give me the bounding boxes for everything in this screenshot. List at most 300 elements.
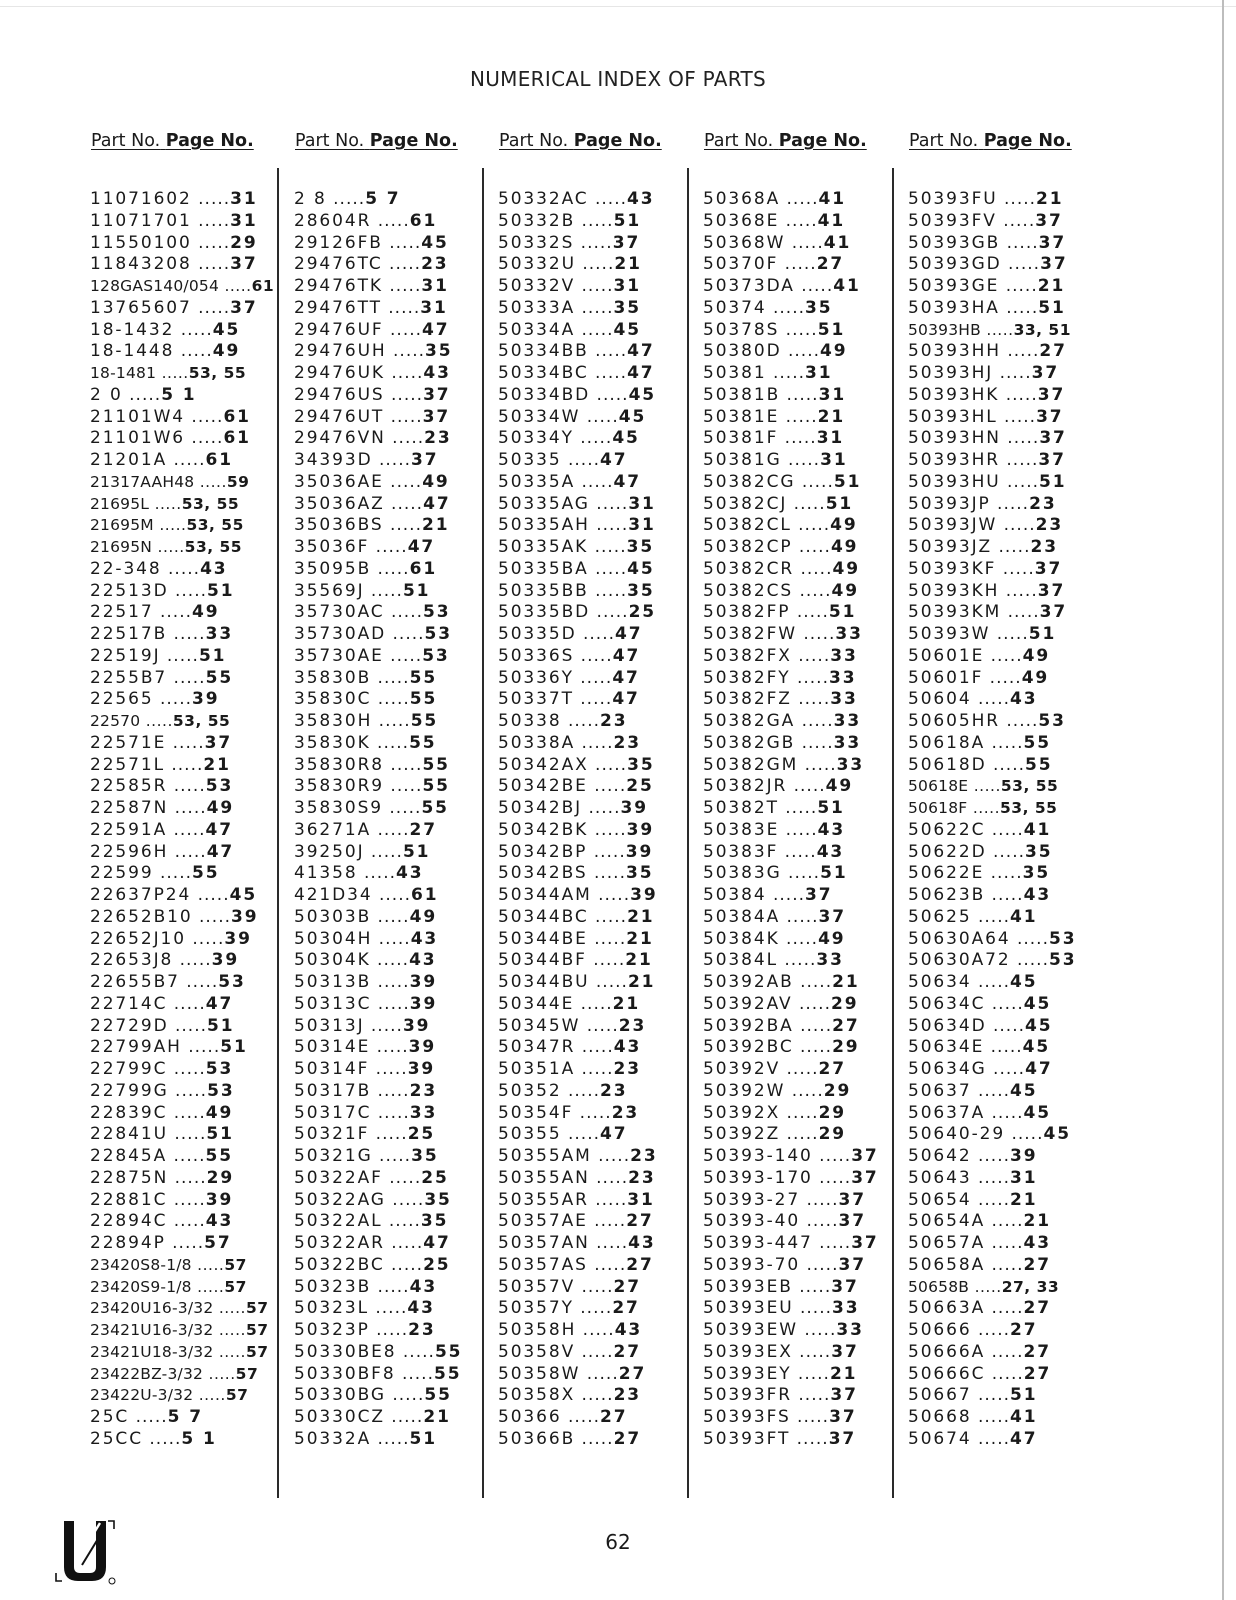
part-number: 23420S9-1/8 bbox=[90, 1277, 192, 1296]
page-reference: 23 bbox=[628, 1167, 656, 1188]
index-entry bbox=[498, 646, 698, 668]
index-entry bbox=[908, 776, 1108, 798]
index-entry bbox=[908, 1190, 1108, 1212]
index-entry bbox=[498, 1342, 698, 1364]
part-number: 50382FP bbox=[703, 602, 791, 623]
index-entry bbox=[908, 450, 1108, 472]
part-number: 50342BJ bbox=[498, 798, 583, 818]
leader-dots: ..... bbox=[800, 1254, 839, 1275]
leader-dots: ..... bbox=[794, 276, 834, 296]
leader-dots: ..... bbox=[167, 624, 206, 644]
page-reference: 39 bbox=[626, 819, 655, 840]
leader-dots: ..... bbox=[791, 645, 831, 666]
part-number: 50601F bbox=[908, 667, 984, 688]
leader-dots: ..... bbox=[167, 1102, 206, 1123]
part-number: 11843208 bbox=[90, 254, 192, 275]
part-number: 50314E bbox=[294, 1037, 371, 1058]
index-entry bbox=[498, 1168, 698, 1190]
page-reference: 41 bbox=[1023, 819, 1052, 840]
part-number: 50352 bbox=[498, 1080, 562, 1101]
index-entry bbox=[498, 820, 698, 842]
page-reference: 31 bbox=[230, 210, 258, 231]
page-reference: 61 bbox=[223, 428, 251, 449]
leader-dots: ..... bbox=[985, 1211, 1024, 1232]
part-number: 50344BE bbox=[498, 928, 588, 949]
page-reference: 53, 55 bbox=[1000, 777, 1059, 796]
page-reference: 35 bbox=[411, 1146, 439, 1166]
part-number: 50344BC bbox=[498, 906, 589, 927]
part-number: 50392BA bbox=[703, 1015, 794, 1036]
page-reference: 31 bbox=[818, 384, 847, 405]
page-reference: 37 bbox=[1038, 232, 1067, 253]
leader-dots: ..... bbox=[781, 863, 821, 884]
index-entry bbox=[294, 1320, 494, 1342]
part-number: 29476UK bbox=[294, 363, 385, 383]
leader-dots: ..... bbox=[191, 210, 231, 231]
page-reference: 49 bbox=[1022, 645, 1051, 666]
index-entry bbox=[703, 1277, 903, 1299]
part-number: 50630A64 bbox=[908, 928, 1011, 949]
index-entry bbox=[294, 1233, 494, 1255]
part-number: 50355AR bbox=[498, 1189, 589, 1210]
part-number: 50323B bbox=[294, 1276, 372, 1297]
leader-dots: ..... bbox=[589, 972, 628, 992]
leader-dots: ..... bbox=[193, 1386, 226, 1405]
index-entry bbox=[908, 929, 1108, 951]
part-number: 50382CJ bbox=[703, 493, 788, 514]
index-entry bbox=[90, 363, 290, 385]
page-reference: 27 bbox=[618, 1363, 647, 1384]
page-reference: 29 bbox=[818, 1102, 847, 1123]
part-number: 50323L bbox=[294, 1298, 369, 1319]
index-entry bbox=[703, 689, 903, 711]
part-number: 50393KH bbox=[908, 580, 1000, 601]
page-no-label: Page No. bbox=[165, 131, 254, 151]
leader-dots: ..... bbox=[153, 516, 187, 535]
index-entry bbox=[908, 1298, 1108, 1320]
page-reference: 25 bbox=[628, 602, 657, 623]
page-reference: 45 bbox=[421, 232, 449, 253]
part-number: 50334BD bbox=[498, 384, 591, 405]
part-number: 50357V bbox=[498, 1276, 576, 1297]
page-reference: 57 bbox=[235, 1364, 259, 1383]
page-reference: 57 bbox=[224, 1277, 247, 1296]
page-reference: 35 bbox=[420, 1211, 449, 1232]
index-entry bbox=[908, 1320, 1108, 1342]
part-number: 35730AC bbox=[294, 602, 385, 623]
part-number: 50382FW bbox=[703, 624, 797, 644]
leader-dots: ..... bbox=[384, 1233, 424, 1253]
page-reference: 33, 51 bbox=[1013, 320, 1071, 339]
page-reference: 27 bbox=[409, 819, 438, 840]
page-reference: 61 bbox=[205, 450, 234, 470]
index-entry bbox=[908, 385, 1108, 407]
page-reference: 47 bbox=[423, 1233, 451, 1253]
part-number: 50335 bbox=[498, 450, 562, 470]
index-entry bbox=[908, 668, 1108, 690]
index-entry bbox=[90, 1124, 290, 1146]
column-header-4 bbox=[704, 131, 867, 151]
page-reference: 53 bbox=[422, 645, 450, 666]
leader-dots: ..... bbox=[589, 515, 629, 536]
index-entry bbox=[908, 1277, 1108, 1299]
page-reference: 51 bbox=[828, 602, 857, 623]
part-number: 22652B10 bbox=[90, 906, 193, 927]
leader-dots: ..... bbox=[575, 276, 614, 296]
column-header-3 bbox=[499, 131, 662, 151]
page-reference: 27 bbox=[1023, 1298, 1052, 1319]
index-entry bbox=[294, 254, 494, 276]
leader-dots: ..... bbox=[971, 1189, 1011, 1210]
part-number: 22-348 bbox=[90, 558, 162, 579]
part-number: 22714C bbox=[90, 993, 168, 1014]
page-title: NUMERICAL INDEX OF PARTS bbox=[469, 67, 766, 91]
page-reference: 27 bbox=[613, 1341, 642, 1362]
leader-dots: ..... bbox=[142, 1428, 182, 1449]
leader-dots: ..... bbox=[1000, 471, 1040, 492]
page-reference: 21 bbox=[1023, 1211, 1052, 1232]
page-reference: 39 bbox=[409, 972, 438, 992]
index-entry bbox=[908, 1081, 1108, 1103]
leader-dots: ..... bbox=[386, 624, 425, 644]
part-number: 22729D bbox=[90, 1015, 169, 1036]
part-number: 50381 bbox=[703, 363, 767, 383]
part-number: 50355 bbox=[498, 1124, 562, 1145]
leader-dots: ..... bbox=[588, 906, 628, 927]
page-reference: 53, 55 bbox=[186, 516, 244, 535]
part-no-label: Part No. bbox=[295, 131, 365, 151]
page-reference: 55 bbox=[409, 732, 437, 753]
part-number: 50666A bbox=[908, 1341, 986, 1362]
index-entry bbox=[703, 189, 903, 211]
page-reference: 53 bbox=[1048, 928, 1077, 949]
index-entry bbox=[90, 972, 290, 994]
leader-dots: ..... bbox=[996, 210, 1036, 231]
page-reference: 51 bbox=[817, 319, 846, 340]
leader-dots: ..... bbox=[591, 885, 631, 905]
page-reference: 23 bbox=[1030, 537, 1058, 557]
page-reference: 37 bbox=[838, 1254, 866, 1275]
part-number: 2255B7 bbox=[90, 667, 168, 688]
part-number: 50634G bbox=[908, 1059, 987, 1079]
part-number: 50321F bbox=[294, 1124, 370, 1145]
leader-dots: ..... bbox=[781, 450, 821, 470]
leader-dots: ..... bbox=[167, 1211, 206, 1232]
part-number: 50383E bbox=[703, 819, 780, 840]
leader-dots: ..... bbox=[173, 950, 212, 971]
page-reference: 21 bbox=[1010, 1189, 1038, 1210]
part-number: 50382JR bbox=[703, 776, 788, 797]
part-number: 23422BZ-3/32 bbox=[90, 1364, 204, 1383]
part-number: 50347R bbox=[498, 1037, 576, 1058]
leader-dots: ..... bbox=[372, 1146, 412, 1166]
page-reference: 27 bbox=[832, 1015, 860, 1036]
index-entry bbox=[703, 972, 903, 994]
leader-dots: ..... bbox=[971, 1167, 1011, 1188]
index-entry bbox=[703, 776, 903, 798]
leader-dots: ..... bbox=[574, 993, 613, 1014]
part-number: 50393HB bbox=[908, 320, 981, 339]
index-entry bbox=[294, 385, 494, 407]
index-entry bbox=[90, 428, 290, 450]
page-reference: 51 bbox=[402, 580, 431, 601]
index-entry bbox=[498, 1298, 698, 1320]
leader-dots: ..... bbox=[812, 1146, 852, 1166]
part-number: 22839C bbox=[90, 1102, 168, 1123]
part-number: 2 8 bbox=[294, 189, 327, 209]
part-number: 50392AB bbox=[703, 972, 794, 992]
leader-dots: ..... bbox=[573, 428, 613, 449]
leader-dots: ..... bbox=[588, 754, 628, 775]
index-entry bbox=[294, 1342, 494, 1364]
index-entry bbox=[90, 689, 290, 711]
part-number: 50338A bbox=[498, 732, 576, 753]
part-number: 22881C bbox=[90, 1189, 168, 1210]
part-number: 50330CZ bbox=[294, 1407, 385, 1427]
page-reference: 45 bbox=[627, 558, 655, 579]
page-reference: 53, 55 bbox=[184, 538, 243, 556]
page-reference: 37 bbox=[1040, 254, 1068, 275]
part-number: 50383F bbox=[703, 841, 779, 862]
index-entry bbox=[498, 559, 698, 581]
index-entry bbox=[90, 494, 290, 516]
page-reference: 41 bbox=[1010, 1407, 1038, 1427]
index-entry bbox=[908, 1016, 1108, 1038]
index-entry bbox=[908, 602, 1108, 624]
page-reference: 23 bbox=[618, 1015, 647, 1036]
part-number: 22799G bbox=[90, 1080, 169, 1101]
page-reference: 47 bbox=[206, 841, 235, 862]
index-entry bbox=[294, 1059, 494, 1081]
page-reference: 35 bbox=[627, 754, 655, 775]
leader-dots: ..... bbox=[384, 602, 424, 623]
leader-dots: ..... bbox=[796, 624, 836, 644]
leader-dots: ..... bbox=[213, 1299, 246, 1318]
leader-dots: ..... bbox=[561, 711, 601, 731]
index-entry bbox=[703, 276, 903, 298]
part-number: 50358X bbox=[498, 1385, 576, 1406]
leader-dots: ..... bbox=[166, 732, 205, 753]
part-number: 50618E bbox=[908, 777, 969, 796]
page-reference: 51 bbox=[402, 841, 431, 862]
page-reference: 43 bbox=[817, 819, 846, 840]
part-number: 29476UH bbox=[294, 341, 387, 362]
page-reference: 37 bbox=[423, 384, 451, 405]
leader-dots: ..... bbox=[589, 1233, 629, 1253]
part-number: 50393EW bbox=[703, 1320, 798, 1340]
part-number: 50314F bbox=[294, 1059, 370, 1079]
leader-dots: ..... bbox=[168, 580, 208, 601]
page-reference: 39 bbox=[192, 689, 220, 710]
index-entry bbox=[703, 581, 903, 603]
index-entry bbox=[703, 755, 903, 777]
page-reference: 45 bbox=[618, 406, 647, 427]
leader-dots: ..... bbox=[589, 1167, 629, 1188]
index-entry bbox=[908, 211, 1108, 233]
leader-dots: ..... bbox=[369, 1059, 408, 1079]
leader-dots: ..... bbox=[580, 1363, 619, 1384]
leader-dots: ..... bbox=[372, 450, 412, 470]
part-number: 50335AK bbox=[498, 537, 589, 557]
page-reference: 25 bbox=[421, 1167, 449, 1188]
index-entry bbox=[90, 1364, 290, 1386]
index-entry bbox=[908, 1429, 1108, 1451]
leader-dots: ..... bbox=[371, 1080, 410, 1101]
index-entry bbox=[498, 689, 698, 711]
leader-dots: ..... bbox=[573, 1298, 613, 1319]
leader-dots: ..... bbox=[792, 1276, 832, 1297]
leader-dots: ..... bbox=[384, 1407, 424, 1427]
scan-right-edge bbox=[1222, 0, 1224, 1600]
leader-dots: ..... bbox=[372, 711, 411, 731]
part-number: 23422U-3/32 bbox=[90, 1386, 194, 1405]
index-entry bbox=[294, 450, 494, 472]
part-number: 50378S bbox=[703, 319, 780, 340]
page-no-label: Page No. bbox=[573, 131, 662, 151]
index-entry bbox=[90, 842, 290, 864]
index-entry bbox=[703, 820, 903, 842]
page-reference: 61 bbox=[409, 558, 438, 579]
page-reference: 21 bbox=[1037, 276, 1066, 296]
leader-dots: ..... bbox=[587, 1211, 627, 1232]
leader-dots: ..... bbox=[587, 841, 626, 862]
part-number: 18-1432 bbox=[90, 319, 175, 340]
part-number: 21201A bbox=[90, 450, 168, 470]
index-entry bbox=[908, 581, 1108, 603]
leader-dots: ..... bbox=[587, 928, 627, 949]
part-number: 21101W4 bbox=[90, 406, 186, 427]
part-number: 50634C bbox=[908, 993, 986, 1014]
page-reference: 37 bbox=[838, 1211, 866, 1232]
part-number: 50393-447 bbox=[703, 1233, 813, 1253]
index-entry bbox=[908, 1146, 1108, 1168]
page-reference: 39 bbox=[211, 950, 240, 971]
page-reference: 49 bbox=[422, 471, 450, 492]
leader-dots: ..... bbox=[167, 1189, 206, 1210]
leader-dots: ..... bbox=[573, 689, 613, 710]
part-no-label: Part No. bbox=[909, 131, 979, 151]
part-number: 50634D bbox=[908, 1015, 987, 1036]
leader-dots: ..... bbox=[971, 1407, 1011, 1427]
leader-dots: ..... bbox=[990, 624, 1029, 644]
page-reference: 37 bbox=[805, 885, 833, 905]
index-entry bbox=[294, 842, 494, 864]
index-entry bbox=[498, 1190, 698, 1212]
part-number: 50368E bbox=[703, 210, 780, 231]
leader-dots: ..... bbox=[152, 538, 185, 556]
leader-dots: ..... bbox=[576, 1320, 615, 1340]
index-entry bbox=[908, 341, 1108, 363]
leader-dots: ..... bbox=[766, 885, 806, 905]
index-entry bbox=[90, 776, 290, 798]
leader-dots: ..... bbox=[191, 1277, 225, 1296]
page-reference: 49 bbox=[830, 537, 859, 557]
leader-dots: ..... bbox=[971, 972, 1011, 992]
page-reference: 51 bbox=[817, 798, 845, 818]
part-number: 35830S9 bbox=[294, 798, 383, 818]
part-number: 50304H bbox=[294, 928, 373, 949]
part-number: 50322AG bbox=[294, 1189, 386, 1210]
part-number: 50384 bbox=[703, 885, 767, 905]
leader-dots: ..... bbox=[167, 993, 206, 1014]
part-number: 50667 bbox=[908, 1385, 972, 1406]
part-number: 50392X bbox=[703, 1102, 781, 1123]
part-number: 50381F bbox=[703, 428, 779, 449]
leader-dots: ..... bbox=[780, 384, 819, 405]
part-number: 50355AM bbox=[498, 1146, 592, 1166]
index-entry bbox=[498, 1429, 698, 1451]
part-number: 50382FY bbox=[703, 667, 791, 688]
page-reference: 37 bbox=[829, 1407, 857, 1427]
index-entry bbox=[498, 407, 698, 429]
part-number: 50393KF bbox=[908, 558, 997, 579]
index-entry bbox=[908, 233, 1108, 255]
part-number: 50334A bbox=[498, 319, 576, 340]
page-reference: 23 bbox=[630, 1146, 658, 1166]
leader-dots: ..... bbox=[985, 1102, 1024, 1123]
leader-dots: ..... bbox=[386, 341, 426, 362]
page-reference: 55 bbox=[421, 798, 449, 818]
leader-dots: ..... bbox=[779, 210, 818, 231]
page-reference: 33 bbox=[205, 624, 234, 644]
part-number: 50393FS bbox=[703, 1407, 791, 1427]
page-reference: 55 bbox=[205, 667, 234, 688]
page-reference: 27 bbox=[613, 1428, 642, 1449]
page-reference: 23 bbox=[613, 1385, 642, 1406]
part-number: 50640-29 bbox=[908, 1124, 1006, 1145]
index-entry bbox=[294, 863, 494, 885]
leader-dots: ..... bbox=[364, 1015, 403, 1036]
page-reference: 49 bbox=[205, 1102, 234, 1123]
index-entry bbox=[908, 189, 1108, 211]
page-reference: 33 bbox=[409, 1102, 438, 1123]
part-number: 50366 bbox=[498, 1407, 562, 1427]
leader-dots: ..... bbox=[986, 841, 1026, 862]
index-entry bbox=[703, 450, 903, 472]
index-entry bbox=[294, 1211, 494, 1233]
page-reference: 57 bbox=[245, 1342, 269, 1361]
leader-dots: ..... bbox=[996, 558, 1035, 579]
leader-dots: ..... bbox=[129, 1407, 168, 1427]
page-reference: 49 bbox=[212, 341, 241, 362]
index-entry bbox=[90, 1429, 290, 1451]
leader-dots: ..... bbox=[791, 515, 831, 536]
page-reference: 47 bbox=[423, 493, 451, 514]
index-entry bbox=[498, 668, 698, 690]
leader-dots: ..... bbox=[168, 1015, 208, 1036]
leader-dots: ..... bbox=[997, 189, 1037, 209]
leader-dots: ..... bbox=[164, 754, 204, 775]
leader-dots: ..... bbox=[122, 384, 162, 405]
leader-dots: ..... bbox=[174, 319, 213, 340]
part-number: 50373DA bbox=[703, 276, 795, 296]
part-number: 50393GE bbox=[908, 276, 1000, 296]
index-entry bbox=[703, 1233, 903, 1255]
leader-dots: ..... bbox=[371, 1276, 410, 1297]
leader-dots: ..... bbox=[165, 1233, 205, 1253]
page-reference: 37 bbox=[851, 1167, 879, 1188]
index-entry bbox=[498, 1385, 698, 1407]
index-entry bbox=[90, 1277, 290, 1299]
leader-dots: ..... bbox=[156, 364, 189, 382]
index-entry bbox=[908, 1103, 1108, 1125]
index-entry bbox=[703, 254, 903, 276]
leader-dots: ..... bbox=[1010, 928, 1049, 949]
page-reference: 41 bbox=[817, 210, 846, 231]
page-reference: 43 bbox=[409, 1276, 438, 1297]
page-reference: 35 bbox=[1022, 863, 1051, 884]
page-reference: 37 bbox=[828, 1428, 857, 1449]
